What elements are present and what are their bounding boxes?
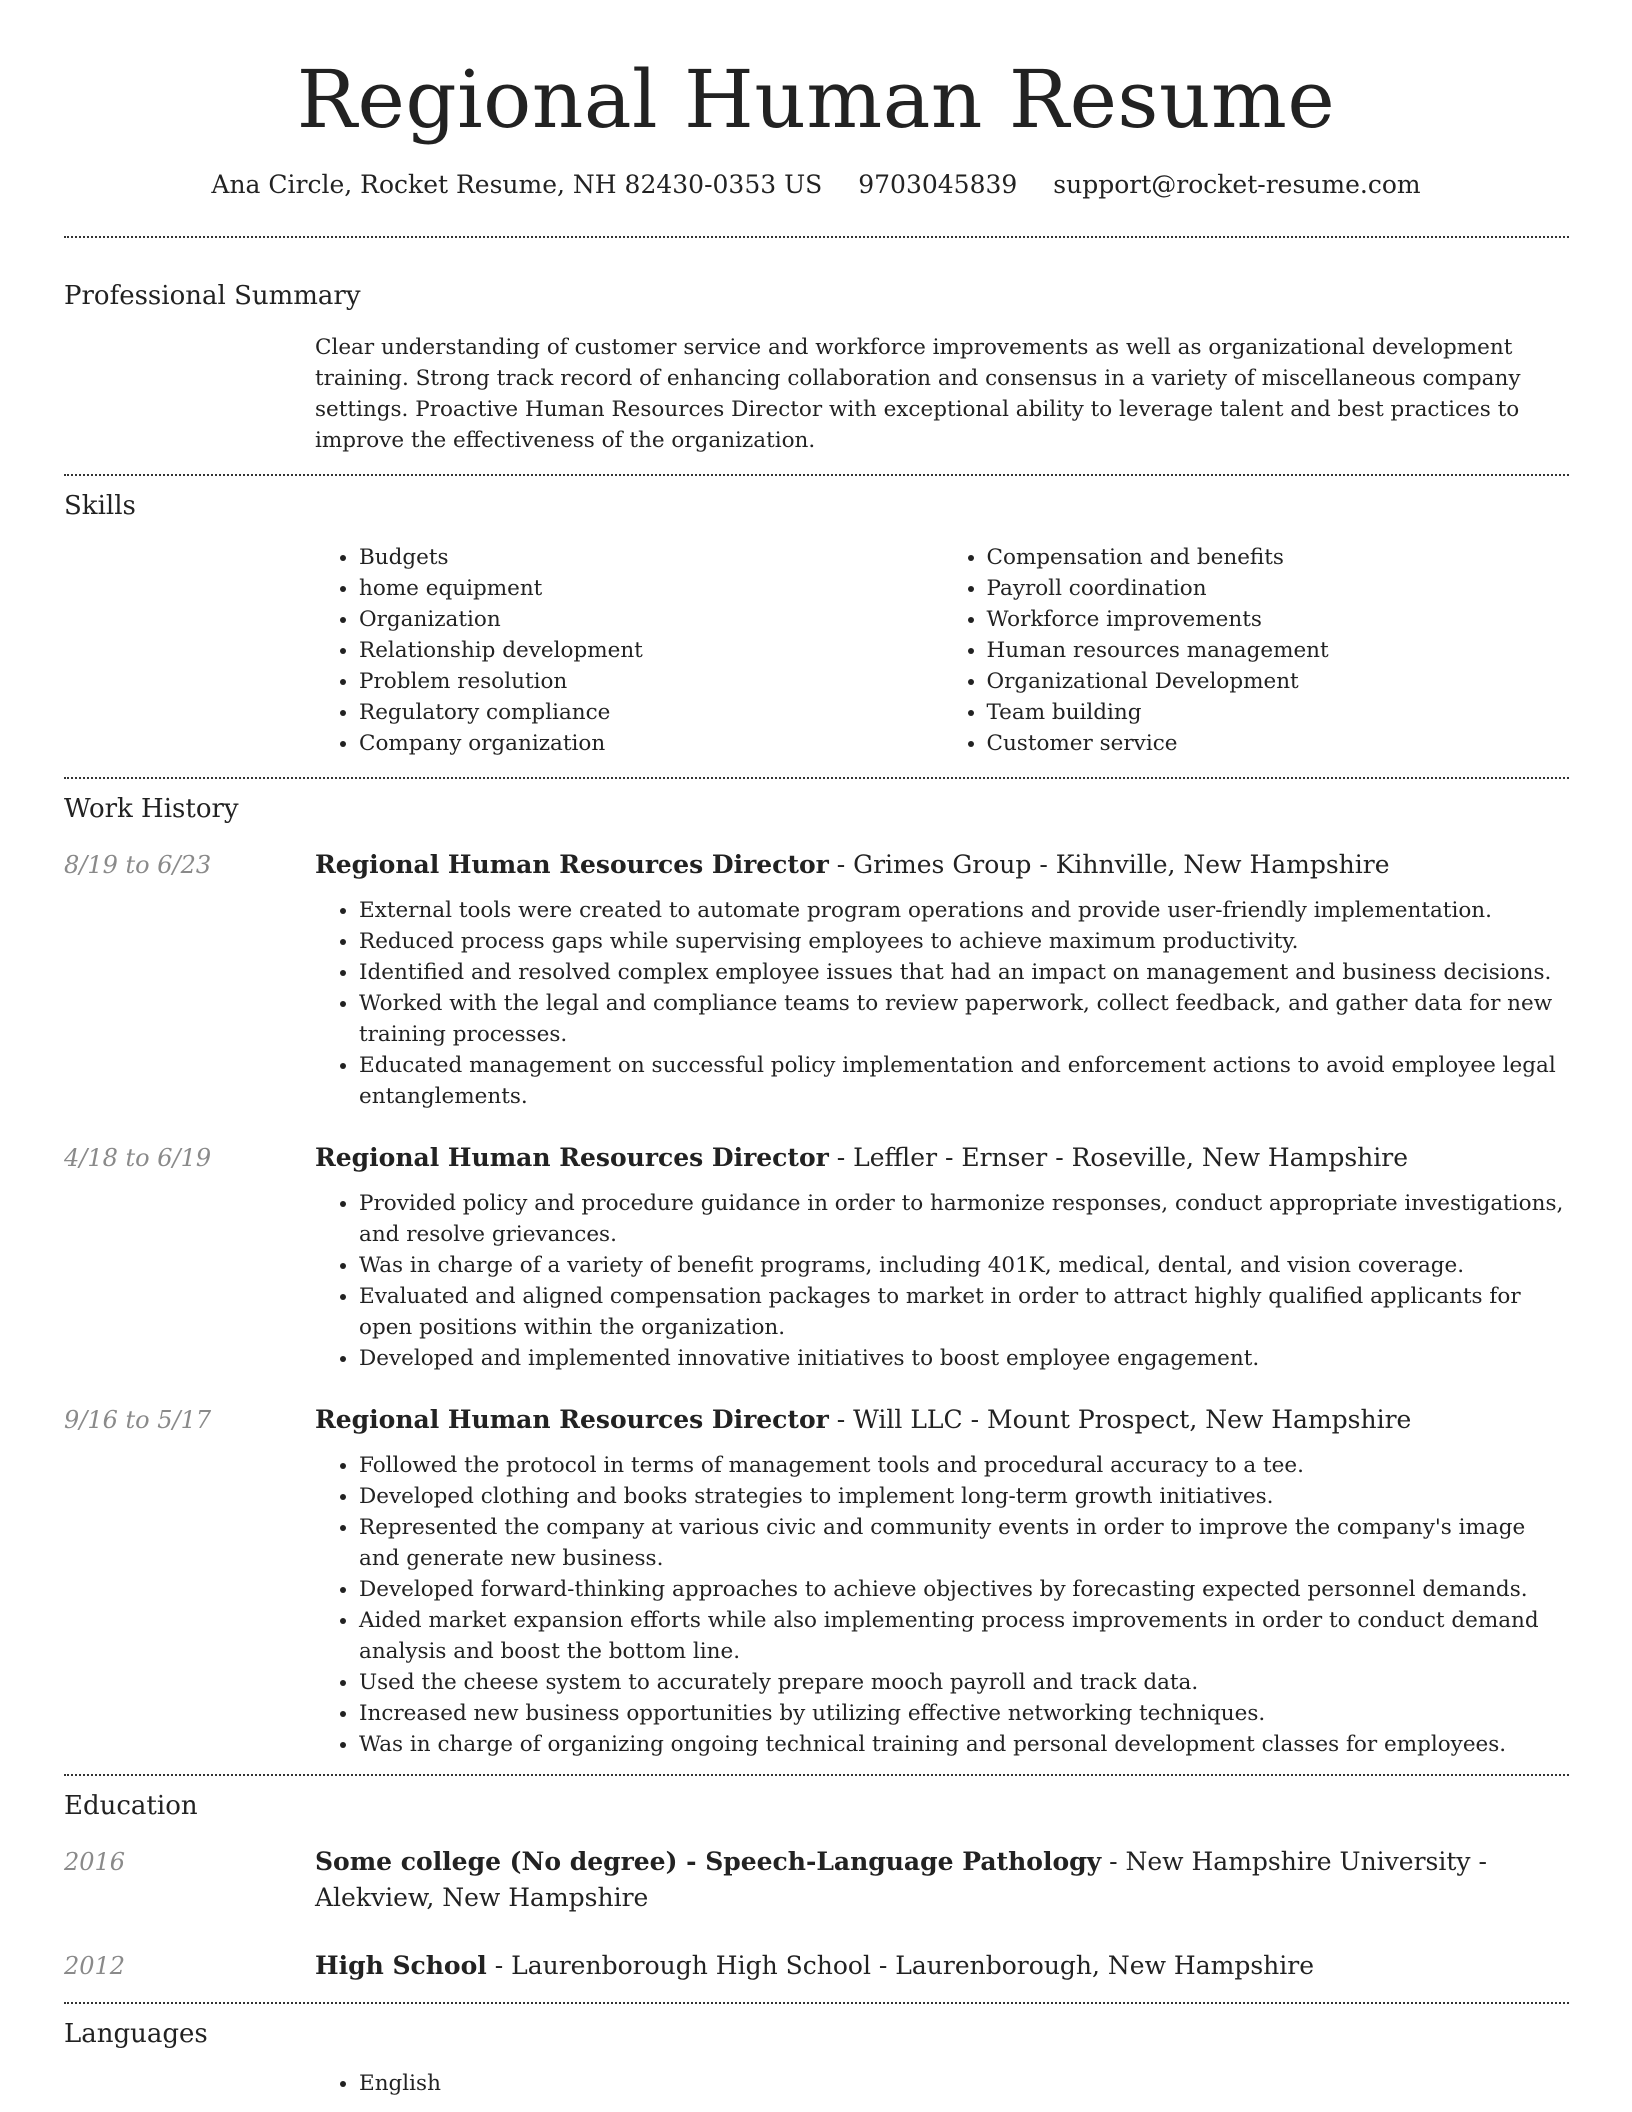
skills-title: Skills	[64, 491, 136, 521]
skill-item: • Customer service	[987, 728, 1571, 759]
contact-email: support@rocket-resume.com	[1053, 170, 1421, 199]
job-entry	[0, 1402, 1632, 1760]
resume-name: Regional Human Resume	[296, 53, 1336, 146]
duty-item: • Was in charge of a variety of benefit programs, including 401K, medical, dental, and vision coverage.	[359, 1250, 1570, 1281]
languages-section	[0, 2016, 1632, 2099]
duty-item: • Educated management on successful policy implementation and enforcement actions to avoid employee legal entanglements.	[359, 1050, 1570, 1112]
job-employer: - Grimes Group - Kihnville, New Hampshire	[828, 850, 1390, 879]
duty-item: • Identified and resolved complex employee issues that had an impact on management and business decisions.	[359, 957, 1570, 988]
skill-item: • Regulatory compliance	[359, 697, 943, 728]
job-heading	[315, 1140, 1570, 1176]
duty-item: • Represented the company at various civic and community events in order to improve the company's image and generate new business.	[359, 1512, 1570, 1574]
education-school: - Laurenborough High School - Laurenborough, New Hampshire	[486, 1951, 1315, 1980]
summary-title: Professional Summary	[64, 281, 361, 311]
duty-item: • Provided policy and procedure guidance in order to harmonize responses, conduct appropriate investigations, and resolve grievances.	[359, 1188, 1570, 1250]
skills-list-right	[943, 542, 1571, 759]
summary-section	[0, 278, 1632, 456]
section-divider	[64, 1774, 1569, 1776]
skills-columns	[315, 542, 1570, 759]
work-title: Work History	[64, 794, 239, 824]
skill-item: • Company organization	[359, 728, 943, 759]
education-year: 2016	[64, 1848, 126, 1876]
duty-item: • External tools were created to automate program operations and provide user-friendly implementation.	[359, 895, 1570, 926]
contact-address: Ana Circle, Rocket Resume, NH 82430-0353 US	[211, 170, 823, 199]
duty-item: • Developed forward-thinking approaches to achieve objectives by forecasting expected personnel demands.	[359, 1574, 1570, 1605]
skills-section	[0, 488, 1632, 759]
education-degree: Some college (No degree) - Speech-Language Pathology	[315, 1847, 1102, 1876]
skill-item: • Organization	[359, 604, 943, 635]
work-section	[0, 791, 1632, 1760]
duty-item: • Evaluated and aligned compensation packages to market in order to attract highly qualified applicants for open positions within the organization.	[359, 1281, 1570, 1343]
skill-item: • home equipment	[359, 573, 943, 604]
job-duties	[315, 1188, 1570, 1374]
education-degree: High School	[315, 1951, 487, 1980]
languages-title: Languages	[64, 2019, 208, 2049]
section-divider	[64, 474, 1569, 476]
job-role: Regional Human Resources Director	[315, 1143, 829, 1172]
education-section	[0, 1788, 1632, 1984]
duty-item: • Reduced process gaps while supervising employees to achieve maximum productivity.	[359, 926, 1570, 957]
education-title: Education	[64, 1791, 198, 1821]
job-dates: 4/18 to 6/19	[64, 1144, 212, 1172]
duty-item: • Developed and implemented innovative initiatives to boost employee engagement.	[359, 1343, 1570, 1374]
education-heading	[315, 1844, 1570, 1916]
skill-item: • Budgets	[359, 542, 943, 573]
section-divider	[64, 777, 1569, 779]
skill-item: • Problem resolution	[359, 666, 943, 697]
duty-item: • Aided market expansion efforts while also implementing process improvements in order to conduct demand analysis and boost the bottom line.	[359, 1605, 1570, 1667]
job-duties	[315, 1450, 1570, 1760]
job-dates: 8/19 to 6/23	[64, 851, 212, 879]
section-divider	[64, 236, 1569, 238]
job-dates: 9/16 to 5/17	[64, 1406, 212, 1434]
skill-item: • Relationship development	[359, 635, 943, 666]
education-entry	[0, 1948, 1632, 1984]
language-item: • English	[359, 2068, 1570, 2099]
education-heading	[315, 1948, 1570, 1984]
duty-item: • Followed the protocol in terms of management tools and procedural accuracy to a tee.	[359, 1450, 1570, 1481]
job-heading	[315, 847, 1570, 883]
skill-item: • Organizational Development	[987, 666, 1571, 697]
duty-item: • Increased new business opportunities by utilizing effective networking techniques.	[359, 1698, 1570, 1729]
skill-item: • Workforce improvements	[987, 604, 1571, 635]
duty-item: • Worked with the legal and compliance teams to review paperwork, collect feedback, and gather data for new training processes.	[359, 988, 1570, 1050]
job-role: Regional Human Resources Director	[315, 1405, 829, 1434]
job-employer: - Leffler - Ernser - Roseville, New Hampshire	[828, 1143, 1408, 1172]
job-duties	[315, 895, 1570, 1112]
skills-list-left	[315, 542, 943, 759]
duty-item: • Used the cheese system to accurately prepare mooch payroll and track data.	[359, 1667, 1570, 1698]
job-role: Regional Human Resources Director	[315, 850, 829, 879]
skill-item: • Payroll coordination	[987, 573, 1571, 604]
skill-item: • Compensation and benefits	[987, 542, 1571, 573]
education-year: 2012	[64, 1952, 126, 1980]
skill-item: • Team building	[987, 697, 1571, 728]
duty-item: • Developed clothing and books strategies to implement long-term growth initiatives.	[359, 1481, 1570, 1512]
contact-phone: 9703045839	[858, 170, 1018, 199]
section-divider	[64, 2002, 1569, 2004]
summary-text: Clear understanding of customer service and workforce improvements as well as organizational development training. Strong track record of enhancing collaboration and consensus in a variety of miscellaneous company settings. Proactive Human Resources Director with exceptional ability to leverage talent and best practices to improve the effectiveness of the organization.	[315, 335, 1521, 453]
languages-list	[315, 2068, 1570, 2099]
education-entry	[0, 1844, 1632, 1916]
job-heading	[315, 1402, 1570, 1438]
duty-item: • Was in charge of organizing ongoing technical training and personal development classes for employees.	[359, 1729, 1570, 1760]
job-employer: - Will LLC - Mount Prospect, New Hampshire	[828, 1405, 1412, 1434]
education-school: - New Hampshire University - Alekview, New Hampshire	[315, 1847, 1487, 1912]
skill-item: • Human resources management	[987, 635, 1571, 666]
job-entry	[0, 1140, 1632, 1374]
contact-line	[0, 168, 1632, 202]
job-entry	[0, 847, 1632, 1112]
